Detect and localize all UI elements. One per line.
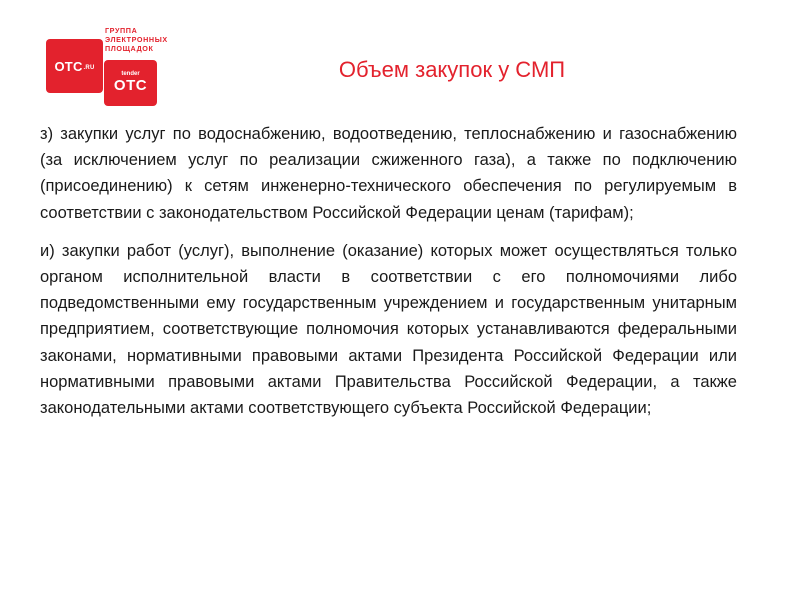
slide-title: Объем закупок у СМП (338, 57, 566, 82)
group-caption-line: ПЛОЩАДОК (105, 44, 154, 53)
otc-logo (46, 39, 103, 93)
tender-logo-big-text: OTC (113, 77, 148, 94)
group-caption (105, 26, 168, 53)
otc-logo-text: OTC (54, 58, 83, 74)
otc-logo-suffix: .RU (83, 65, 95, 71)
paragraph-i: и) закупки работ (услуг), выполнение (оказание) которых может осуществляться только органом исполнительной власти в соответствии с его полномочиями либо подведомственными ему государственным учреждением и государственным унитарным предприятием, соответствующие полномочия которых устанавливаются федеральными законами, нормативными правовыми актами Президента Российской Федерации или нормативными правовыми актами Правительства Российской Федерации, а также законодательными актами соответствующего субъекта Российской Федерации; (40, 241, 737, 418)
group-caption-line: ГРУППА (105, 26, 138, 35)
slide-body (40, 121, 737, 433)
tender-logo-small-text: tender (121, 71, 140, 77)
group-caption-line: ЭЛЕКТРОННЫХ (105, 35, 168, 44)
otc-tender-logo (104, 60, 157, 106)
paragraph-z: з) закупки услуг по водоснабжению, водоотведению, теплоснабжению и газоснабжению (за исключением услуг по реализации сжиженного газа), а также по подключению (присоединению) к сетям инженерно-технического обеспечения по регулируемым в соответствии с законодательством Российской Федерации ценам (тарифам); (40, 125, 737, 222)
